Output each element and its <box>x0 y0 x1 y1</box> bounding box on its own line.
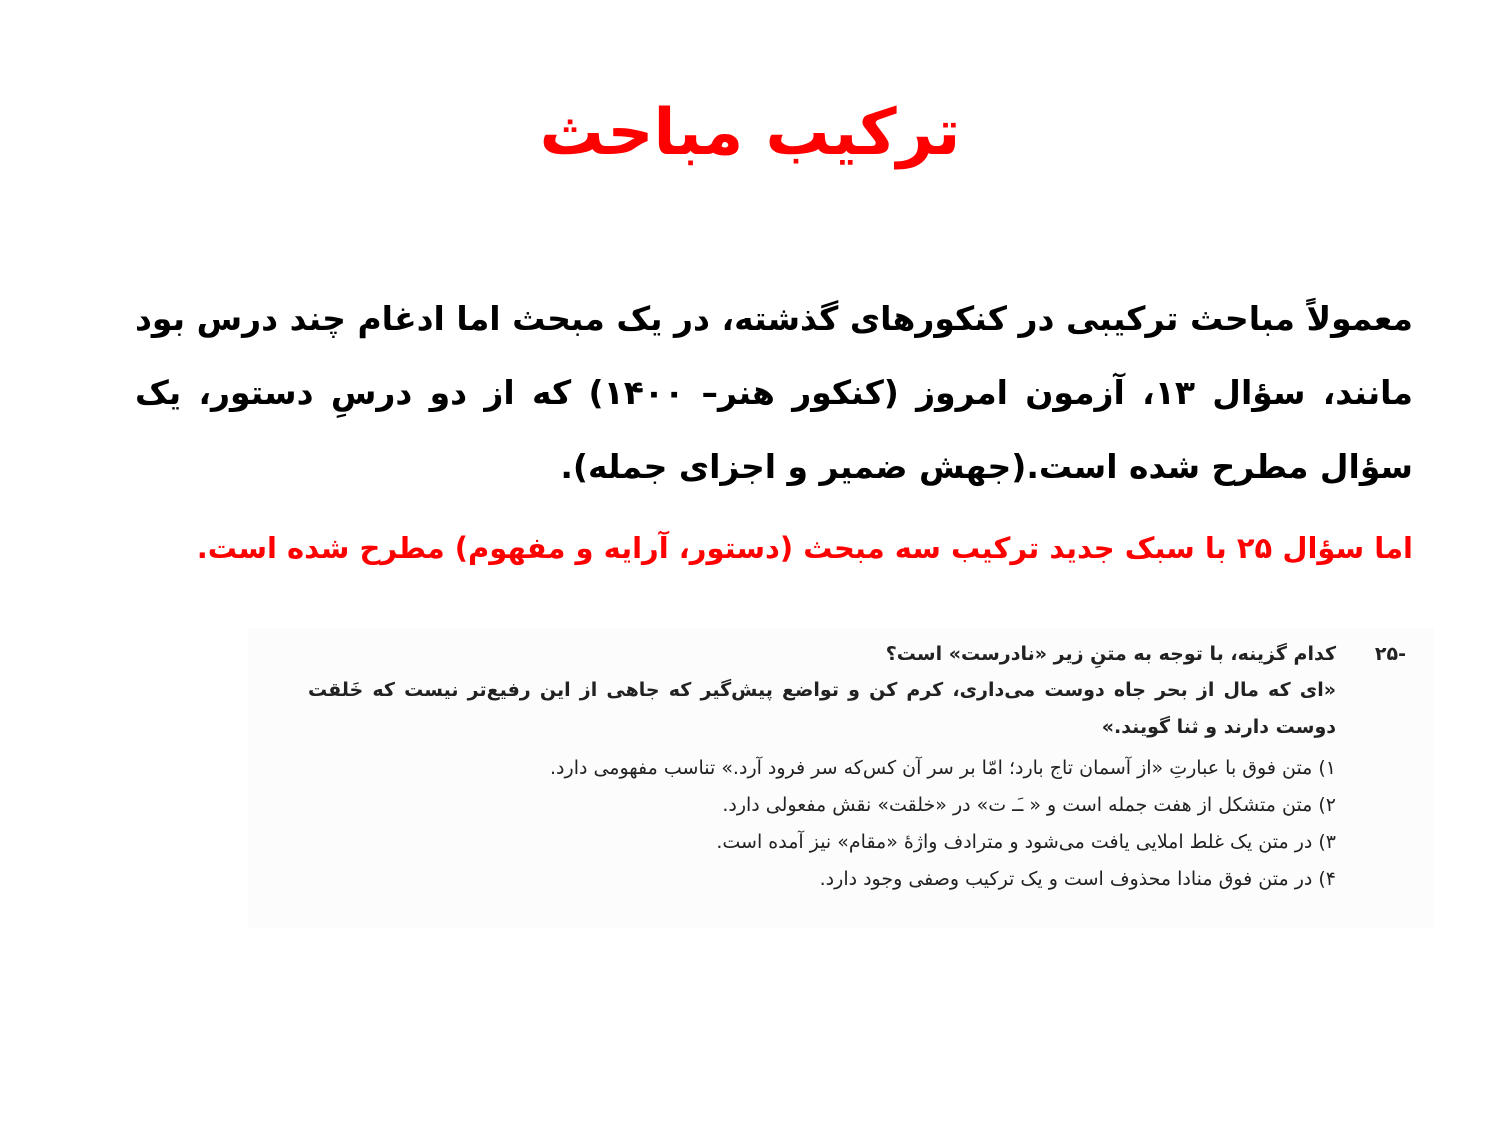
option-text: متن متشکل از هفت جمله است و « ـَـ ت» در «خلقت» نقش مفعولی دارد. <box>722 794 1313 816</box>
question-image <box>248 628 1434 928</box>
answer-option <box>248 824 1336 861</box>
highlight-paragraph: اما سؤال ۲۵ با سبک جدید ترکیب سه مبحث (دستور، آرایه و مفهوم) مطرح شده است. <box>196 531 1413 565</box>
answer-options <box>248 750 1336 898</box>
answer-option <box>248 787 1336 824</box>
option-text: در متن فوق منادا محذوف است و یک ترکیب وصفی وجود دارد. <box>819 868 1313 890</box>
answer-option <box>248 861 1336 898</box>
question-number: ۲۵- <box>1374 643 1406 665</box>
option-number: ۲) <box>1318 794 1336 816</box>
answer-option <box>248 750 1336 787</box>
option-number: ۳) <box>1318 831 1336 853</box>
option-text: متن فوق با عبارتِ «از آسمان تاج بارد؛ امّا بر سر آن کس‌که سر فرود آرد.» تناسب مفهومی دارد. <box>550 757 1313 779</box>
option-number: ۴) <box>1318 868 1336 890</box>
slide-title: ترکیب مباحث <box>539 96 961 170</box>
option-text: در متن یک غلط املایی یافت می‌شود و مترادف واژهٔ «مقام» نیز آمده است. <box>716 831 1313 853</box>
intro-paragraph: معمولاً مباحث ترکیبی در کنکورهای گذشته، در یک مبحث اما ادغام چند درس بود مانند، سؤال ۱۳، آزمون امروز (کنکور هنر– ۱۴۰۰) که از دو درسِ دستور، یک سؤال مطرح شده است.(جهش ضمیر و اجزای جمله). <box>135 299 1413 486</box>
question-header <box>248 636 1406 672</box>
question-prompt: کدام گزینه، با توجه به متنِ زیر «نادرست» است؟ <box>885 643 1336 665</box>
question-passage: «ای که مال از بحر جاه دوست می‌داری، کرم کن و تواضع پیش‌گیر که جاهی از این رفیع‌تر نیست که خَلقت دوست دارند و ثنا گویند.» <box>308 679 1336 738</box>
option-number: ۱) <box>1318 757 1336 779</box>
